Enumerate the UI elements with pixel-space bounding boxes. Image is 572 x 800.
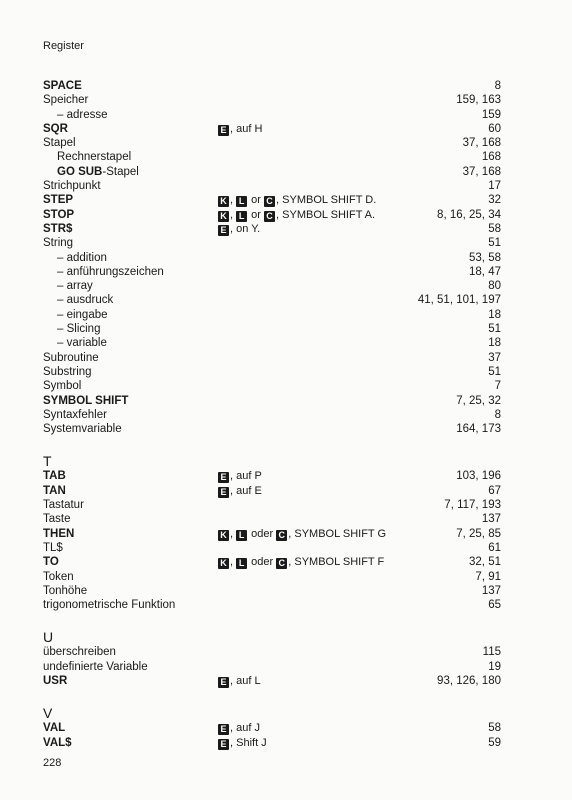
entry-term-text: Speicher xyxy=(43,94,89,107)
index-entry xyxy=(0,527,572,541)
entry-term-text: – anführungszeichen xyxy=(57,265,164,278)
entry-term-text: TL$ xyxy=(43,541,63,554)
entry-term xyxy=(43,736,72,750)
entry-pages: 51 xyxy=(488,237,501,250)
entry-term xyxy=(43,721,65,735)
index-entry xyxy=(0,150,572,164)
entry-term xyxy=(43,79,82,93)
entry-key-note xyxy=(218,555,384,569)
entry-pages: 61 xyxy=(488,541,501,554)
entry-term-text: – eingabe xyxy=(57,308,108,321)
entry-key-note xyxy=(218,527,386,541)
index-entry xyxy=(0,674,572,688)
index-entry xyxy=(0,322,572,336)
section-letter-text: U xyxy=(43,629,54,646)
entry-term-text: VAL xyxy=(43,722,66,735)
entry-pages: 37 xyxy=(488,351,501,364)
entry-term xyxy=(43,179,101,193)
index-entry xyxy=(0,541,572,555)
index-entry xyxy=(0,408,572,422)
entry-term xyxy=(43,422,122,436)
key-cap-icon: E xyxy=(218,724,229,735)
entry-key-note xyxy=(218,736,267,750)
entry-pages: 37, 168 xyxy=(462,137,501,150)
entry-term xyxy=(43,93,88,107)
running-header: Register xyxy=(43,40,84,52)
entry-key-note xyxy=(218,674,261,688)
key-separator: , xyxy=(230,194,237,207)
entry-pages: 7, 117, 193 xyxy=(444,499,501,512)
key-separator: , xyxy=(230,556,237,569)
section-letter xyxy=(0,453,572,469)
key-separator: oder xyxy=(248,556,277,569)
entry-note-text: , on Y. xyxy=(230,222,261,235)
entry-pages: 18 xyxy=(488,308,501,321)
entry-note-text: , SYMBOL SHIFT D. xyxy=(276,194,377,207)
entry-pages: 164, 173 xyxy=(456,423,501,436)
entry-key-note xyxy=(218,484,262,498)
index-entry xyxy=(0,193,572,207)
entry-pages: 7, 91 xyxy=(475,570,501,583)
index-entry xyxy=(0,236,572,250)
key-cap-icon: K xyxy=(218,196,229,207)
entry-term xyxy=(43,570,74,584)
index-entries xyxy=(0,79,572,750)
key-cap-icon: C xyxy=(276,558,287,569)
entry-pages: 32 xyxy=(488,194,501,207)
entry-pages: 37, 168 xyxy=(462,165,501,178)
key-cap-icon: K xyxy=(218,211,229,222)
entry-term xyxy=(43,498,84,512)
entry-term xyxy=(43,236,73,250)
entry-term xyxy=(43,527,74,541)
entry-pages: 8 xyxy=(494,80,501,92)
entry-term xyxy=(43,660,148,674)
key-cap-icon: L xyxy=(236,196,247,207)
section-letter-text: T xyxy=(43,453,52,470)
entry-pages: 58 xyxy=(488,222,501,235)
entry-term xyxy=(43,122,68,136)
key-cap-icon: E xyxy=(218,225,229,236)
entry-term-text: GO SUB xyxy=(57,165,103,178)
entry-pages: 7, 25, 32 xyxy=(456,394,501,407)
index-entry xyxy=(0,422,572,436)
key-separator: , xyxy=(230,208,237,221)
index-entry xyxy=(0,484,572,498)
entry-term xyxy=(43,408,107,422)
key-cap-icon: C xyxy=(276,530,287,541)
index-entry xyxy=(0,555,572,569)
entry-note-text: , auf P xyxy=(230,470,262,483)
index-entry xyxy=(0,645,572,659)
entry-term-text: Systemvariable xyxy=(43,423,122,436)
entry-term-text: TO xyxy=(43,556,59,569)
entry-term xyxy=(43,379,81,393)
index-entry xyxy=(0,208,572,222)
section-letter xyxy=(0,705,572,721)
index-entry xyxy=(0,108,572,122)
entry-term xyxy=(43,541,63,555)
entry-term xyxy=(43,394,128,408)
entry-key-note xyxy=(218,721,260,735)
entry-term-text: USR xyxy=(43,674,68,687)
section-letter xyxy=(0,629,572,645)
entry-term-text: – ausdruck xyxy=(57,294,114,307)
entry-term xyxy=(43,365,92,379)
entry-pages: 7 xyxy=(494,380,501,393)
entry-pages: 8 xyxy=(494,408,501,421)
entry-pages: 137 xyxy=(481,584,501,597)
index-entry xyxy=(0,570,572,584)
index-entry xyxy=(0,222,572,236)
entry-term xyxy=(57,322,100,336)
entry-term-text: Tastatur xyxy=(43,499,84,512)
entry-pages: 65 xyxy=(488,599,501,612)
index-entry xyxy=(0,660,572,674)
entry-term-text: – variable xyxy=(57,337,107,350)
entry-term-text: Symbol xyxy=(43,380,82,393)
entry-key-note xyxy=(218,122,262,136)
section-gap xyxy=(0,436,572,453)
entry-term xyxy=(43,208,74,222)
entry-pages: 18, 47 xyxy=(469,265,501,278)
entry-term xyxy=(57,336,107,350)
entry-term xyxy=(43,484,66,498)
key-separator: , xyxy=(230,527,237,540)
index-entry xyxy=(0,93,572,107)
entry-term xyxy=(43,598,175,612)
entry-term xyxy=(57,308,108,322)
entry-key-note xyxy=(218,193,376,207)
entry-pages: 58 xyxy=(488,722,501,735)
entry-note-text: , auf E xyxy=(230,484,262,497)
entry-term-text: SQR xyxy=(43,122,68,135)
key-cap-icon: E xyxy=(218,739,229,750)
entry-note-text: , auf H xyxy=(230,122,263,135)
entry-term-text: – adresse xyxy=(57,108,108,121)
key-cap-icon: K xyxy=(218,530,229,541)
index-entry xyxy=(0,598,572,612)
entry-term xyxy=(43,469,66,483)
entry-term xyxy=(43,136,76,150)
entry-term-text: Syntaxfehler xyxy=(43,408,107,421)
entry-note-text: , auf L xyxy=(230,674,261,687)
index-entry xyxy=(0,179,572,193)
entry-term-text: überschreiben xyxy=(43,646,116,659)
entry-term xyxy=(57,293,113,307)
entry-term-text: STOP xyxy=(43,208,75,221)
index-entry xyxy=(0,279,572,293)
index-entry xyxy=(0,736,572,750)
entry-pages: 17 xyxy=(488,180,501,193)
entry-term xyxy=(43,674,67,688)
entry-term xyxy=(57,150,131,164)
entry-term-text: Strichpunkt xyxy=(43,180,101,193)
entry-pages: 51 xyxy=(488,323,501,336)
entry-term-text: SYMBOL SHIFT xyxy=(43,394,129,407)
entry-pages: 80 xyxy=(488,280,501,293)
entry-pages: 67 xyxy=(488,484,501,497)
section-letter-text: V xyxy=(43,705,53,722)
key-separator: or xyxy=(248,194,265,207)
entry-pages: 8, 16, 25, 34 xyxy=(437,208,501,221)
index-entry xyxy=(0,251,572,265)
entry-term-text: – addition xyxy=(57,251,107,264)
entry-term xyxy=(57,165,139,179)
entry-pages: 103, 196 xyxy=(456,470,501,483)
index-entry xyxy=(0,165,572,179)
entry-pages: 19 xyxy=(488,660,501,673)
entry-pages: 60 xyxy=(488,122,501,135)
entry-term xyxy=(43,555,59,569)
entry-term-text: TAN xyxy=(43,484,66,497)
entry-term-text: – Slicing xyxy=(57,323,101,336)
entry-term xyxy=(43,512,71,526)
index-entry xyxy=(0,498,572,512)
index-entry xyxy=(0,512,572,526)
entry-pages: 137 xyxy=(481,513,501,526)
entry-term-text: STR$ xyxy=(43,222,73,235)
index-entry xyxy=(0,584,572,598)
entry-term-text: VAL$ xyxy=(43,736,72,749)
key-cap-icon: E xyxy=(218,487,229,498)
entry-term-text: STEP xyxy=(43,194,74,207)
entry-term-text: Token xyxy=(43,570,74,583)
entry-term xyxy=(43,351,99,365)
entry-term xyxy=(57,279,93,293)
index-entry xyxy=(0,79,572,93)
index-entry xyxy=(0,721,572,735)
entry-term xyxy=(43,193,73,207)
key-cap-icon: L xyxy=(236,211,247,222)
entry-term-text: – array xyxy=(57,280,93,293)
key-separator: or xyxy=(248,208,265,221)
key-cap-icon: L xyxy=(236,530,247,541)
entry-term xyxy=(43,645,116,659)
entry-term-text: SPACE xyxy=(43,80,82,92)
index-entry xyxy=(0,136,572,150)
key-cap-icon: E xyxy=(218,472,229,483)
key-cap-icon: L xyxy=(236,558,247,569)
index-entry xyxy=(0,379,572,393)
key-cap-icon: C xyxy=(264,196,275,207)
entry-term xyxy=(57,265,164,279)
key-cap-icon: K xyxy=(218,558,229,569)
index-entry xyxy=(0,308,572,322)
entry-pages: 59 xyxy=(488,736,501,749)
entry-term-text: Subroutine xyxy=(43,351,99,364)
entry-pages: 7, 25, 85 xyxy=(456,527,501,540)
entry-key-note xyxy=(218,222,260,236)
entry-pages: 159, 163 xyxy=(456,94,501,107)
index-entry xyxy=(0,351,572,365)
entry-key-note xyxy=(218,469,262,483)
page-number: 228 xyxy=(43,757,62,769)
section-gap xyxy=(0,612,572,629)
index-entry xyxy=(0,365,572,379)
entry-pages: 41, 51, 101, 197 xyxy=(417,294,501,307)
entry-note-text: , SYMBOL SHIFT F xyxy=(288,556,385,569)
entry-note-text: , SYMBOL SHIFT G xyxy=(288,527,387,540)
entry-term xyxy=(43,584,87,598)
entry-note-text: , SYMBOL SHIFT A. xyxy=(276,208,376,221)
entry-pages: 159 xyxy=(481,108,501,121)
index-entry xyxy=(0,293,572,307)
entry-term-text: Stapel xyxy=(43,137,76,150)
key-cap-icon: C xyxy=(264,211,275,222)
index-entry xyxy=(0,265,572,279)
entry-note-text: , auf J xyxy=(230,722,260,735)
entry-pages: 32, 51 xyxy=(469,556,501,569)
index-entry xyxy=(0,122,572,136)
entry-term-suffix: -Stapel xyxy=(102,165,139,178)
entry-pages: 115 xyxy=(482,646,501,659)
entry-pages: 93, 126, 180 xyxy=(437,674,501,687)
entry-term xyxy=(57,108,108,122)
entry-term-text: String xyxy=(43,237,74,250)
key-cap-icon: E xyxy=(218,125,229,136)
entry-term xyxy=(43,222,72,236)
entry-term-text: undefinierte Variable xyxy=(43,660,148,673)
entry-note-text: , Shift J xyxy=(230,736,267,749)
entry-pages: 51 xyxy=(488,365,501,378)
index-entry xyxy=(0,469,572,483)
entry-pages: 18 xyxy=(488,337,501,350)
entry-term-text: trigonometrische Funktion xyxy=(43,599,176,612)
key-separator: oder xyxy=(248,527,277,540)
entry-pages: 53, 58 xyxy=(469,251,501,264)
entry-key-note xyxy=(218,208,375,222)
entry-term xyxy=(57,251,107,265)
entry-pages: 168 xyxy=(481,151,501,164)
entry-term-text: Taste xyxy=(43,513,71,526)
section-gap xyxy=(0,688,572,705)
entry-term-text: THEN xyxy=(43,527,75,540)
entry-term-text: Rechnerstapel xyxy=(57,151,132,164)
entry-term-text: Tonhöhe xyxy=(43,584,88,597)
index-entry xyxy=(0,336,572,350)
key-cap-icon: E xyxy=(218,677,229,688)
entry-term-text: Substring xyxy=(43,365,92,378)
index-entry xyxy=(0,394,572,408)
entry-term-text: TAB xyxy=(43,470,66,483)
